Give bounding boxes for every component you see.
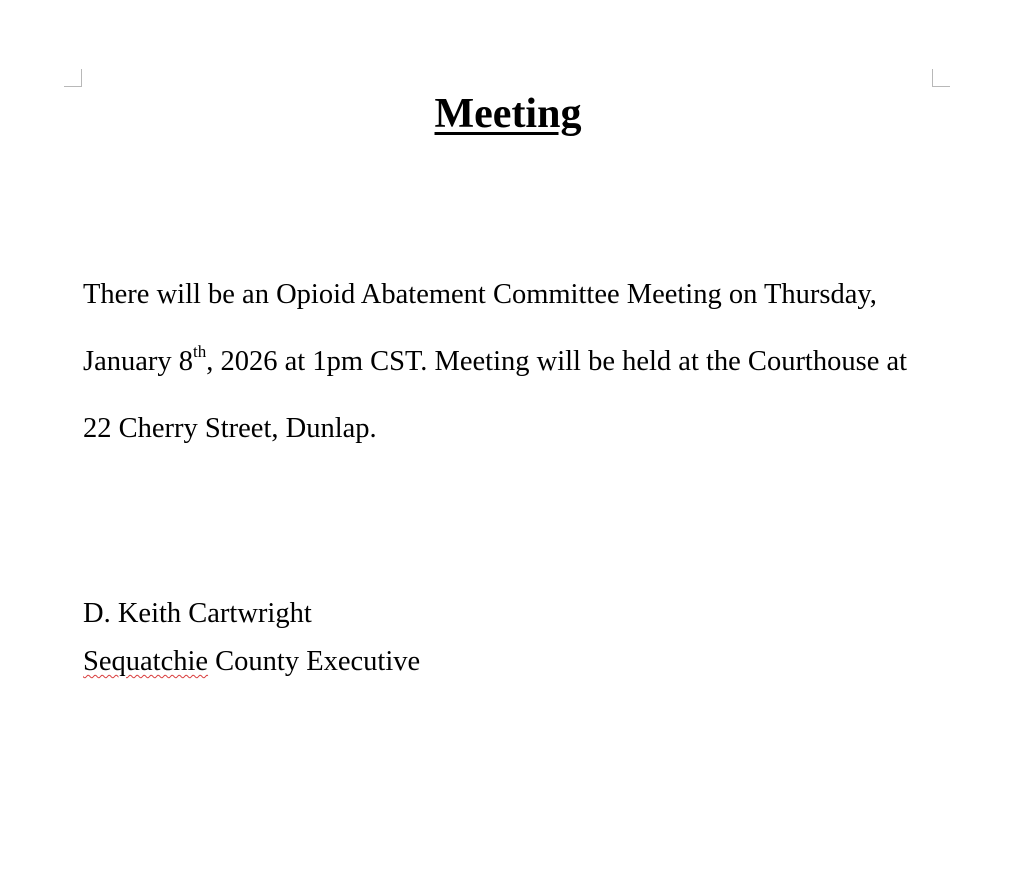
body-line-1: There will be an Opioid Abatement Committee Meeting on Thursday, — [83, 279, 877, 310]
document-title: Meeting — [434, 91, 582, 137]
spellcheck-flagged-word[interactable]: Sequatchie — [83, 646, 209, 677]
signature-title — [83, 642, 420, 682]
ordinal-suffix: th — [193, 341, 207, 361]
body-line-2-start: January 8 — [83, 346, 194, 377]
signature-name: D. Keith Cartwright — [83, 598, 312, 629]
top-left-margin-mark — [64, 69, 82, 87]
signature-title-rest: County Executive — [208, 646, 421, 677]
body-line-2-end: , 2026 at 1pm CST. Meeting will be held at the Courthouse at — [206, 346, 908, 377]
announcement-paragraph — [83, 261, 943, 462]
body-line-3: 22 Cherry Street, Dunlap. — [83, 413, 377, 444]
top-right-margin-mark — [932, 69, 950, 87]
